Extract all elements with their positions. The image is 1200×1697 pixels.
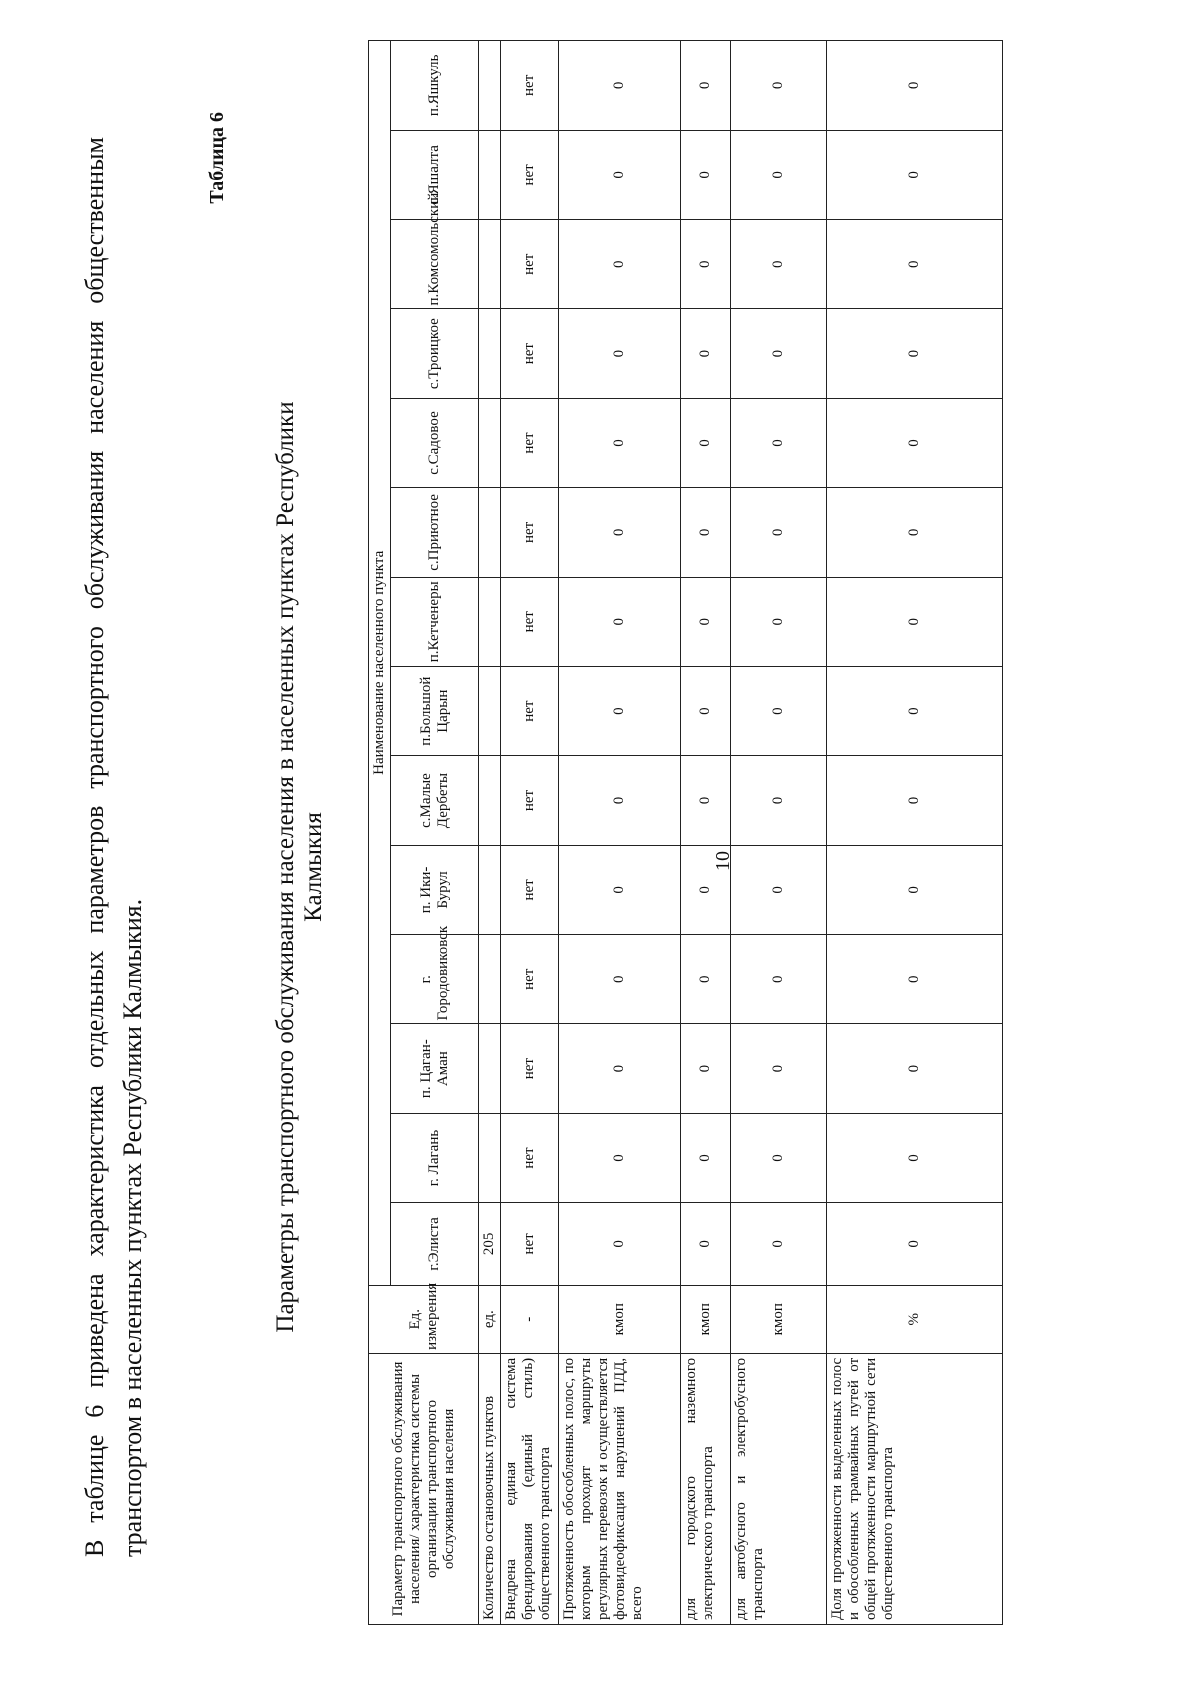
parameter-cell: Внедрена единая система брендирования (единый стиль) общественного транспорта bbox=[501, 1353, 559, 1624]
parameter-cell: для автобусного и электробусного транспорта bbox=[731, 1353, 827, 1624]
value-cell: 0 bbox=[731, 577, 827, 666]
value-cell: нет bbox=[501, 130, 559, 219]
value-cell: 0 bbox=[731, 935, 827, 1024]
parameters-table bbox=[368, 40, 1003, 1625]
table-row bbox=[731, 41, 827, 1625]
header-settlement: п. Ики-Бурул bbox=[391, 845, 479, 934]
value-cell: нет bbox=[501, 41, 559, 131]
unit-cell: - bbox=[501, 1285, 559, 1353]
table-label: Таблица 6 bbox=[206, 112, 228, 204]
value-cell: 0 bbox=[827, 666, 1003, 755]
value-cell: 0 bbox=[827, 845, 1003, 934]
table-row bbox=[559, 41, 681, 1625]
value-cell: 0 bbox=[681, 1113, 731, 1202]
value-cell: 0 bbox=[681, 488, 731, 577]
value-cell: 0 bbox=[827, 1024, 1003, 1113]
value-cell: 0 bbox=[681, 41, 731, 131]
value-cell: нет bbox=[501, 845, 559, 934]
value-cell: 0 bbox=[827, 41, 1003, 131]
value-cell: 0 bbox=[731, 845, 827, 934]
value-cell: 0 bbox=[731, 1113, 827, 1202]
header-settlement: г.Элиста bbox=[391, 1203, 479, 1285]
value-cell bbox=[479, 845, 501, 934]
intro-paragraph: В таблице 6 приведена характеристика отдельных параметров транспортного обслуживания населения общественным транспортом в населенных пунктах Республики Калмыкия. bbox=[80, 137, 147, 1557]
value-cell: 0 bbox=[559, 220, 681, 309]
header-settlement: с.Приютное bbox=[391, 488, 479, 577]
value-cell: 0 bbox=[827, 130, 1003, 219]
value-cell: нет bbox=[501, 935, 559, 1024]
value-cell: нет bbox=[501, 398, 559, 487]
value-cell bbox=[479, 666, 501, 755]
value-cell: 0 bbox=[681, 935, 731, 1024]
header-settlement: г. Лагань bbox=[391, 1113, 479, 1202]
value-cell: 0 bbox=[559, 1113, 681, 1202]
value-cell: 0 bbox=[559, 488, 681, 577]
value-cell bbox=[479, 309, 501, 398]
value-cell: 0 bbox=[681, 666, 731, 755]
table-row bbox=[827, 41, 1003, 1625]
parameter-cell: Доля протяженности выделенных полос и обособленных трамвайных путей от общей протяженности маршрутной сети общественного транспорта bbox=[827, 1353, 1003, 1624]
page-number: 10 bbox=[712, 851, 734, 871]
value-cell: 0 bbox=[559, 845, 681, 934]
value-cell: 0 bbox=[681, 756, 731, 845]
value-cell: 0 bbox=[681, 1024, 731, 1113]
value-cell bbox=[479, 488, 501, 577]
value-cell bbox=[479, 935, 501, 1024]
unit-cell: % bbox=[827, 1285, 1003, 1353]
value-cell: 0 bbox=[827, 488, 1003, 577]
value-cell: 0 bbox=[827, 1203, 1003, 1285]
value-cell bbox=[479, 220, 501, 309]
value-cell: 0 bbox=[827, 935, 1003, 1024]
value-cell: 0 bbox=[681, 220, 731, 309]
value-cell: 0 bbox=[559, 41, 681, 131]
header-settlement: с.Троицкое bbox=[391, 309, 479, 398]
header-settlement: п.Большой Царын bbox=[391, 666, 479, 755]
value-cell: 205 bbox=[479, 1203, 501, 1285]
value-cell: 0 bbox=[731, 41, 827, 131]
value-cell bbox=[479, 1024, 501, 1113]
value-cell: 0 bbox=[731, 1203, 827, 1285]
table-body bbox=[479, 41, 1003, 1625]
value-cell: 0 bbox=[827, 309, 1003, 398]
value-cell: 0 bbox=[681, 845, 731, 934]
value-cell bbox=[479, 577, 501, 666]
value-cell: 0 bbox=[559, 666, 681, 755]
value-cell: 0 bbox=[559, 1203, 681, 1285]
value-cell: нет bbox=[501, 1113, 559, 1202]
value-cell: нет bbox=[501, 1203, 559, 1285]
value-cell: 0 bbox=[681, 577, 731, 666]
value-cell: 0 bbox=[559, 577, 681, 666]
table-caption: Параметры транспортного обслуживания населения в населенных пунктах Республики Калмыкия bbox=[272, 401, 327, 1333]
value-cell: 0 bbox=[827, 398, 1003, 487]
value-cell: нет bbox=[501, 1024, 559, 1113]
value-cell: 0 bbox=[559, 130, 681, 219]
value-cell: нет bbox=[501, 220, 559, 309]
table-row bbox=[501, 41, 559, 1625]
value-cell: 0 bbox=[827, 577, 1003, 666]
value-cell: нет bbox=[501, 666, 559, 755]
header-settlement: п.Яшкуль bbox=[391, 41, 479, 131]
value-cell bbox=[479, 756, 501, 845]
table-row bbox=[479, 41, 501, 1625]
value-cell: 0 bbox=[559, 1024, 681, 1113]
value-cell: 0 bbox=[731, 398, 827, 487]
value-cell: 0 bbox=[681, 398, 731, 487]
table-row bbox=[681, 41, 731, 1625]
value-cell bbox=[479, 1113, 501, 1202]
value-cell: нет bbox=[501, 577, 559, 666]
value-cell: 0 bbox=[559, 756, 681, 845]
value-cell: 0 bbox=[827, 756, 1003, 845]
value-cell bbox=[479, 130, 501, 219]
unit-cell: кмоп bbox=[731, 1285, 827, 1353]
value-cell: 0 bbox=[681, 309, 731, 398]
value-cell: 0 bbox=[681, 1203, 731, 1285]
value-cell: 0 bbox=[559, 398, 681, 487]
value-cell bbox=[479, 398, 501, 487]
value-cell: 0 bbox=[731, 756, 827, 845]
parameter-cell: Протяженность обособленных полос, по которым проходят маршруты регулярных перевозок и осуществляется фотовидеофиксация нарушений ПДД, всего bbox=[559, 1353, 681, 1624]
value-cell: 0 bbox=[559, 935, 681, 1024]
header-settlement: с.Малые Дербеты bbox=[391, 756, 479, 845]
value-cell: 0 bbox=[731, 666, 827, 755]
value-cell: 0 bbox=[731, 309, 827, 398]
value-cell: 0 bbox=[681, 130, 731, 219]
value-cell: 0 bbox=[731, 220, 827, 309]
unit-cell: кмоп bbox=[681, 1285, 731, 1353]
value-cell: 0 bbox=[731, 488, 827, 577]
value-cell: 0 bbox=[827, 1113, 1003, 1202]
unit-cell: ед. bbox=[479, 1285, 501, 1353]
header-settlement: п.Кетченеры bbox=[391, 577, 479, 666]
value-cell bbox=[479, 41, 501, 131]
header-param: Параметр транспортного обслуживания населения/ характеристика системы организации транспортного обслуживания населения bbox=[369, 1353, 479, 1624]
header-unit: Ед. измерения bbox=[369, 1285, 479, 1353]
value-cell: 0 bbox=[559, 309, 681, 398]
value-cell: нет bbox=[501, 309, 559, 398]
value-cell: нет bbox=[501, 756, 559, 845]
parameter-cell: для городского наземного электрического транспорта bbox=[681, 1353, 731, 1624]
header-settlement: с.Садовое bbox=[391, 398, 479, 487]
value-cell: 0 bbox=[827, 220, 1003, 309]
value-cell: 0 bbox=[731, 130, 827, 219]
parameter-cell: Количество остановочных пунктов bbox=[479, 1353, 501, 1624]
unit-cell: кмоп bbox=[559, 1285, 681, 1353]
header-settlement: п. Цаган-Аман bbox=[391, 1024, 479, 1113]
header-settlement-group: Наименование населенного пункта bbox=[369, 41, 391, 1286]
header-settlement: с.Яшалта bbox=[391, 130, 479, 219]
value-cell: 0 bbox=[731, 1024, 827, 1113]
header-settlement: г. Городовиковск bbox=[391, 935, 479, 1024]
header-settlement: п.Комсомольский bbox=[391, 220, 479, 309]
value-cell: нет bbox=[501, 488, 559, 577]
